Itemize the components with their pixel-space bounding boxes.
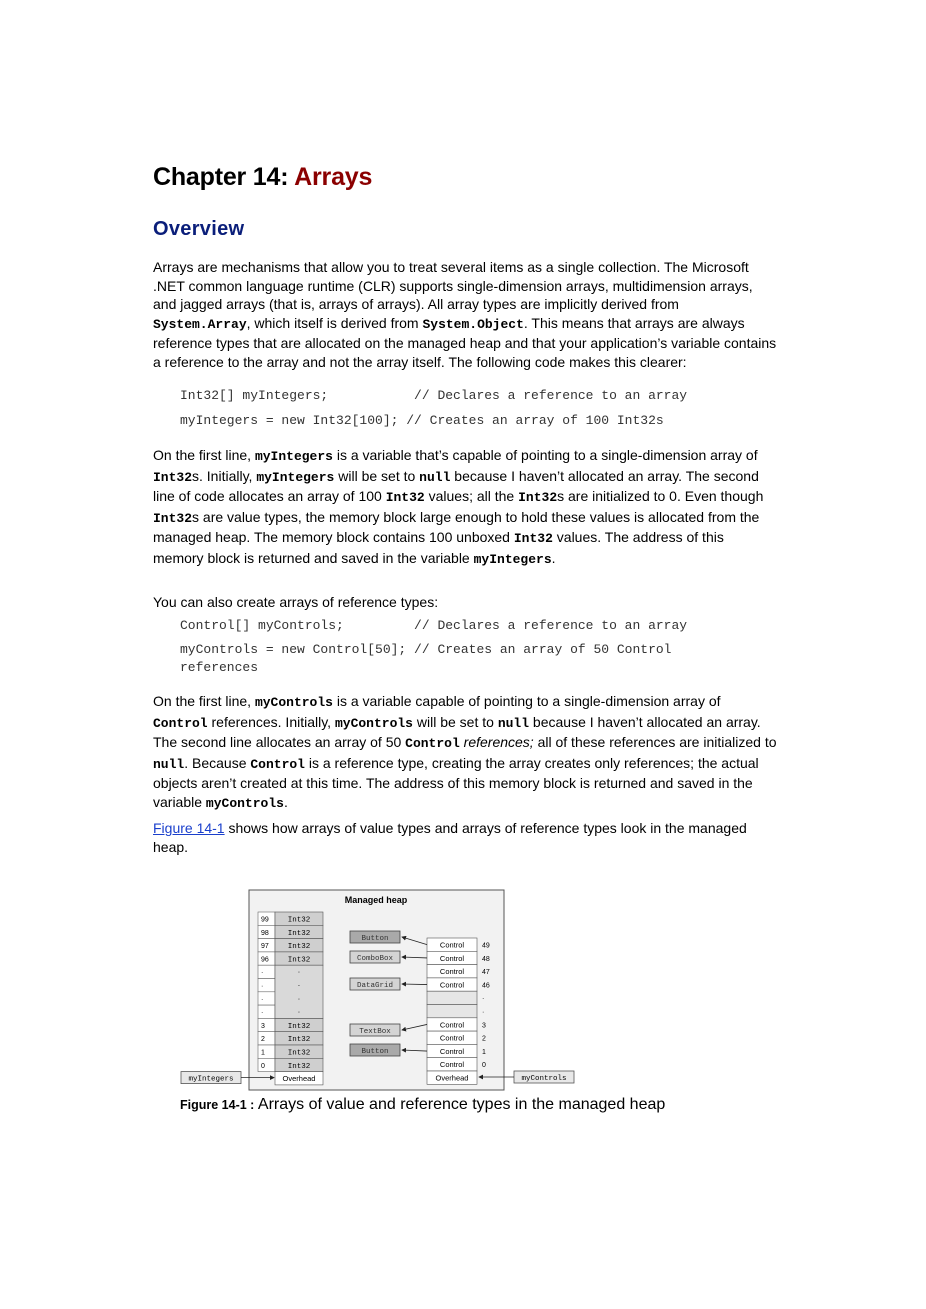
- code-term: System.Object: [422, 316, 524, 332]
- int-overhead-label: Overhead: [282, 1074, 316, 1084]
- control-cell: [427, 1005, 477, 1018]
- control-cell-label: Control: [439, 940, 465, 950]
- caption-text: Arrays of value and reference types in the managed heap: [254, 1096, 666, 1113]
- int-value-label: Int32: [287, 1022, 311, 1031]
- code-line: references: [180, 660, 259, 675]
- figure-reference-paragraph: Figure 14-1 shows how arrays of value types and arrays of reference types look in the managed heap.: [153, 820, 747, 855]
- int-index-label: 96: [261, 956, 269, 964]
- caption-label: Figure 14-1 :: [180, 1098, 255, 1112]
- int-index-label: 97: [261, 943, 269, 951]
- int-index-label: ·: [261, 996, 264, 1004]
- int-index-label: ·: [261, 1009, 264, 1017]
- int-value-label: Int32: [287, 943, 311, 952]
- control-index-label: 48: [482, 955, 490, 963]
- object-box-label: Button: [361, 1048, 389, 1056]
- control-cell-label: Control: [439, 1020, 465, 1030]
- code-block-integers: [180, 387, 687, 430]
- chapter-title: [153, 163, 372, 192]
- int-gap-dot: ·: [297, 981, 301, 990]
- int-index-label: ·: [261, 969, 264, 977]
- figure-caption: [180, 1096, 665, 1114]
- chapter-name: Arrays: [294, 163, 373, 191]
- control-index-label: 47: [482, 969, 490, 977]
- code-term: System.Array: [153, 316, 247, 332]
- controls-explanation-paragraph: On the first line, myControls is a variable capable of pointing to a single-dimension array of Control references. Initially, myControls will be set to null because I haven’t allocated an array. The second line allocates an array of 50 Control references; all of these references are initialized to null. Because Control is a reference type, creating the array creates only references; the actual objects aren’t created at this time. The address of this memory block is returned and saved in the variable myControls.: [153, 693, 777, 811]
- control-cell: [427, 991, 477, 1004]
- int-index-label: 0: [261, 1062, 265, 1070]
- my-controls-label: myControls: [521, 1075, 567, 1083]
- int-gap-dot: ·: [297, 1007, 301, 1017]
- int-index-label: 1: [261, 1049, 265, 1057]
- code-line: Int32[] myIntegers; // Declares a reference to an array: [180, 388, 688, 403]
- reference-types-paragraph: You can also create arrays of reference types:: [153, 594, 439, 610]
- control-index-label: 1: [482, 1048, 486, 1056]
- object-box-label: Button: [361, 935, 389, 943]
- int-value-label: Int32: [287, 916, 311, 925]
- control-index-label: 46: [482, 982, 490, 990]
- int-index-label: 2: [261, 1036, 265, 1044]
- int-value-label: Int32: [287, 929, 311, 938]
- control-cell-label: Control: [439, 1046, 465, 1056]
- control-cell-label: Control: [439, 967, 465, 977]
- int-value-label: Int32: [287, 1049, 311, 1058]
- int-index-label: ·: [261, 983, 264, 990]
- control-index-label: 2: [482, 1035, 486, 1043]
- int-gap-dot: ·: [297, 994, 301, 1004]
- int-index-label: 98: [261, 929, 269, 937]
- managed-heap-diagram: [178, 887, 578, 1092]
- control-index-label: ·: [482, 1009, 485, 1016]
- int-index-label: 99: [261, 916, 269, 924]
- intro-paragraph: Arrays are mechanisms that allow you to treat several items as a single collection. The Microsoft .NET common language runtime (CLR) supports single-dimension arrays, multidimension arrays, and jagged arrays (that is, arrays of arrays). All array types are implicitly derived from System.Array, which itself is derived from System.Object. This means that arrays are always reference types that are allocated on the managed heap and that your application’s variable contains a reference to the array and not the array itself. The following code makes this clearer:: [153, 259, 777, 370]
- control-cell-label: Control: [439, 1060, 465, 1070]
- int-array: [258, 912, 323, 1085]
- int-value-label: Int32: [287, 1062, 311, 1071]
- reference-arrow: [402, 984, 427, 985]
- code-block-controls: [180, 617, 687, 677]
- chapter-prefix: Chapter 14:: [153, 163, 295, 191]
- object-box-label: ComboBox: [356, 955, 394, 963]
- control-cell-label: Control: [439, 1033, 465, 1043]
- heap-title: Managed heap: [344, 895, 408, 905]
- integers-explanation-paragraph: On the first line, myIntegers is a variable that’s capable of pointing to a single-dimension array of Int32s. Initially, myIntegers will be set to null because I haven’t allocated an array. The second line of code allocates an array of 100 Int32 values; all the Int32s are initialized to 0. Even though Int32s are value types, the memory block large enough to hold these values is allocated from the managed heap. The memory block contains 100 unboxed Int32 values. The address of this memory block is returned and saved in the variable myIntegers.: [153, 447, 764, 567]
- my-integers-label: myIntegers: [188, 1075, 234, 1084]
- control-overhead-label: Overhead: [435, 1073, 469, 1083]
- figure-link[interactable]: Figure 14-1: [153, 820, 225, 836]
- int-index-label: 3: [261, 1022, 265, 1030]
- int-gap-dot: ·: [297, 967, 301, 977]
- control-index-label: ·: [482, 995, 485, 1003]
- control-cell-label: Control: [439, 980, 465, 990]
- section-heading: Overview: [153, 218, 245, 240]
- code-line: myControls = new Control[50]; // Creates an array of 50 Control: [180, 642, 672, 657]
- int-value-label: Int32: [287, 956, 311, 965]
- code-line: Control[] myControls; // Declares a reference to an array: [180, 618, 688, 633]
- control-index-label: 49: [482, 942, 490, 950]
- int-value-label: Int32: [287, 1036, 311, 1045]
- object-box-label: TextBox: [359, 1028, 391, 1036]
- control-cell-label: Control: [439, 953, 465, 963]
- control-index-label: 0: [482, 1062, 486, 1070]
- object-box-label: DataGrid: [356, 982, 394, 990]
- control-index-label: 3: [482, 1022, 486, 1030]
- code-line: myIntegers = new Int32[100]; // Creates an array of 100 Int32s: [180, 413, 664, 428]
